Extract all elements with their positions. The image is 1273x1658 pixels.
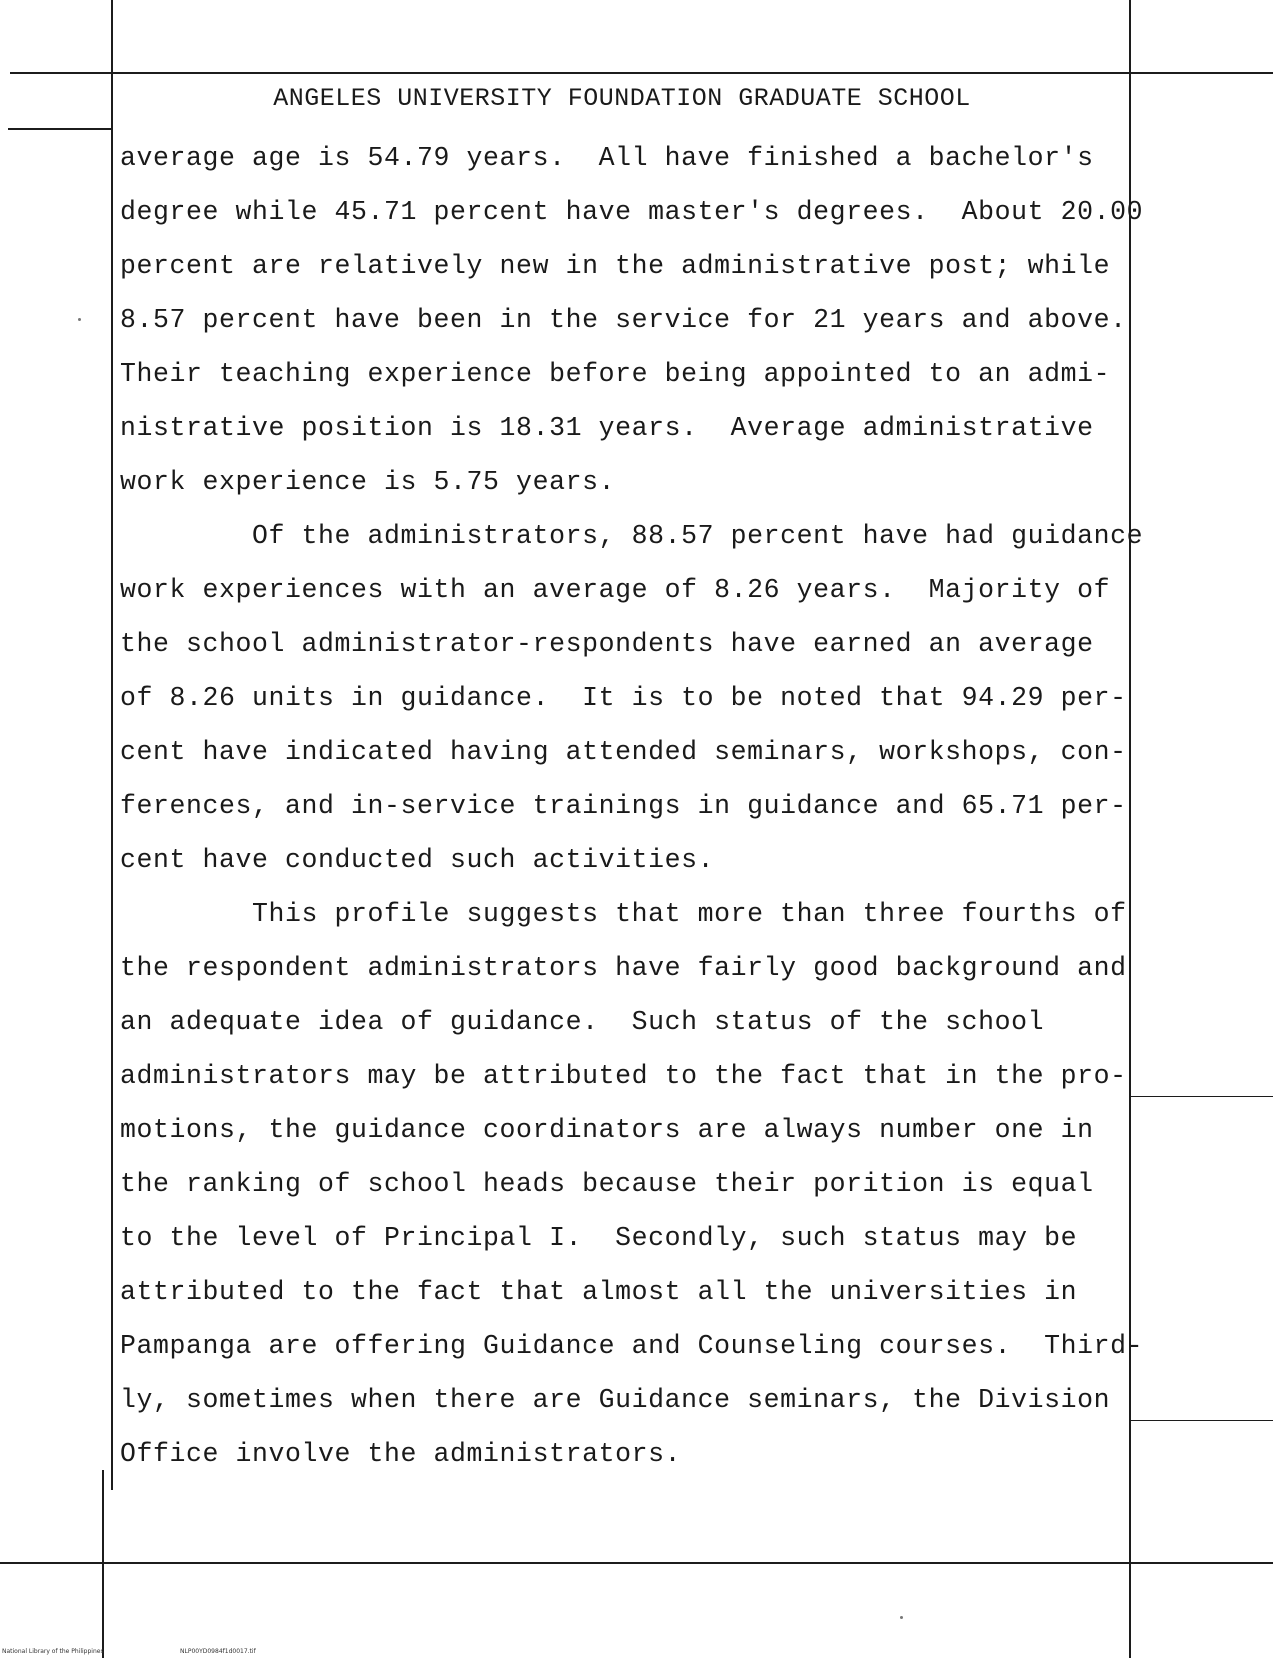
text-line: 8.57 percent have been in the service for 21 years and above.	[120, 305, 1127, 335]
text-line: ferences, and in-service trainings in guidance and 65.71 per-	[120, 791, 1127, 821]
text-line: the ranking of school heads because their porition is equal	[120, 1169, 1094, 1199]
text-line: to the level of Principal I. Secondly, such status may be	[120, 1223, 1078, 1253]
scan-speck	[78, 318, 81, 321]
header-bottom-rule-left	[8, 128, 112, 130]
text-line: the respondent administrators have fairly good background and	[120, 953, 1127, 983]
footer-caption: National Library of the Philippines	[2, 1648, 104, 1655]
text-line: cent have indicated having attended seminars, workshops, con-	[120, 737, 1127, 767]
text-line: degree while 45.71 percent have master's degrees. About 20.00	[120, 197, 1144, 227]
text-line: Office involve the administrators.	[120, 1439, 682, 1469]
text-line: Their teaching experience before being appointed to an admi-	[120, 359, 1111, 389]
footer-rule	[0, 1562, 1273, 1564]
text-line: Pampanga are offering Guidance and Counseling courses. Third-	[120, 1331, 1144, 1361]
page-header: ANGELES UNIVERSITY FOUNDATION GRADUATE SCHOOL	[273, 84, 971, 113]
footer-file-id: NLP00YD0984f1d0017.tif	[180, 1648, 256, 1655]
text-line: motions, the guidance coordinators are always number one in	[120, 1115, 1094, 1145]
text-line: of 8.26 units in guidance. It is to be noted that 94.29 per-	[120, 683, 1127, 713]
left-margin-rule-lower	[102, 1470, 104, 1658]
text-line: ly, sometimes when there are Guidance seminars, the Division	[120, 1385, 1111, 1415]
scan-speck	[900, 1616, 903, 1619]
text-line: the school administrator-respondents have earned an average	[120, 629, 1094, 659]
right-stub-rule-2	[1131, 1420, 1273, 1421]
text-line: This profile suggests that more than three fourths of	[120, 899, 1127, 929]
text-line: work experience is 5.75 years.	[120, 467, 616, 497]
text-line: Of the administrators, 88.57 percent have had guidance	[120, 521, 1144, 551]
text-line: average age is 54.79 years. All have finished a bachelor's	[120, 143, 1094, 173]
text-line: administrators may be attributed to the fact that in the pro-	[120, 1061, 1127, 1091]
left-margin-rule	[111, 0, 113, 1490]
text-line: attributed to the fact that almost all the universities in	[120, 1277, 1078, 1307]
text-line: work experiences with an average of 8.26 years. Majority of	[120, 575, 1111, 605]
text-line: an adequate idea of guidance. Such status of the school	[120, 1007, 1045, 1037]
header-top-rule	[10, 72, 1273, 74]
text-line: nistrative position is 18.31 years. Average administrative	[120, 413, 1094, 443]
text-line: cent have conducted such activities.	[120, 845, 715, 875]
text-line: percent are relatively new in the administrative post; while	[120, 251, 1111, 281]
right-stub-rule-1	[1131, 1096, 1273, 1097]
right-margin-rule	[1129, 0, 1131, 1658]
